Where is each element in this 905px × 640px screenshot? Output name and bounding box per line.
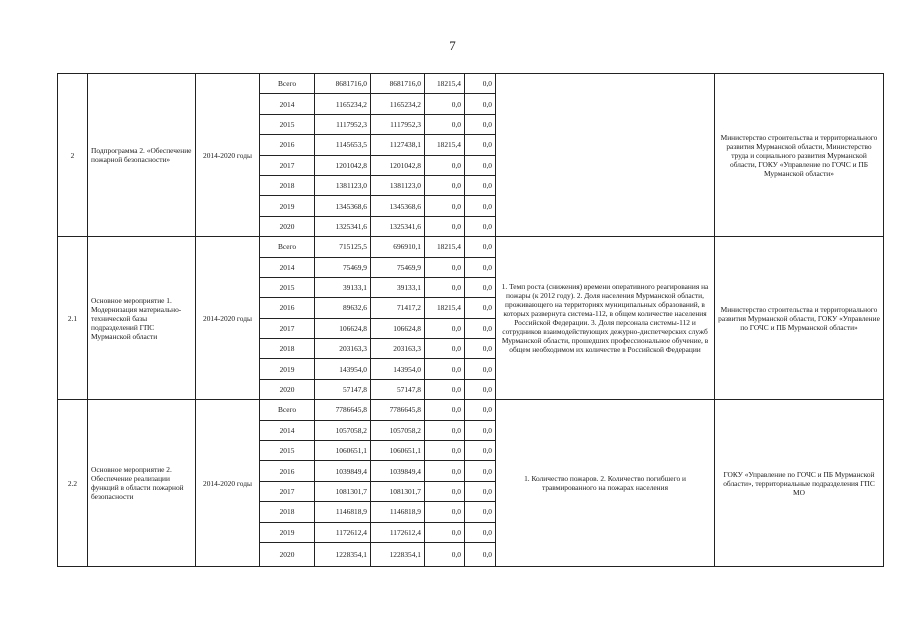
federal-budget-cell: 0,0	[425, 441, 465, 461]
year-cell: 2018	[260, 502, 315, 522]
federal-budget-cell: 0,0	[425, 481, 465, 501]
total-cell: 7786645,8	[315, 400, 371, 420]
federal-budget-cell: 0,0	[425, 175, 465, 195]
other-sources-cell: 0,0	[465, 74, 496, 94]
other-sources-cell: 0,0	[465, 502, 496, 522]
implementation-period: 2014-2020 годы	[196, 237, 260, 400]
other-sources-cell: 0,0	[465, 216, 496, 236]
implementation-period: 2014-2020 годы	[196, 400, 260, 567]
total-cell: 1201042,8	[315, 155, 371, 175]
other-sources-cell: 0,0	[465, 542, 496, 566]
table-row	[58, 237, 884, 257]
row-number: 2	[58, 74, 88, 237]
year-cell: 2016	[260, 461, 315, 481]
regional-budget-cell: 75469,9	[371, 257, 425, 277]
other-sources-cell: 0,0	[465, 481, 496, 501]
table-row	[58, 74, 884, 94]
federal-budget-cell: 0,0	[425, 420, 465, 440]
total-cell: 75469,9	[315, 257, 371, 277]
indicators-cell: 1. Количество пожаров. 2. Количество погибшего и травмированного на пожарах населения	[496, 400, 715, 567]
regional-budget-cell: 1146818,9	[371, 502, 425, 522]
year-cell: 2020	[260, 379, 315, 399]
federal-budget-cell: 0,0	[425, 277, 465, 297]
federal-budget-cell: 0,0	[425, 359, 465, 379]
regional-budget-cell: 1228354,1	[371, 542, 425, 566]
year-cell: Всего	[260, 400, 315, 420]
total-cell: 1381123,0	[315, 175, 371, 195]
total-cell: 57147,8	[315, 379, 371, 399]
regional-budget-cell: 71417,2	[371, 298, 425, 318]
other-sources-cell: 0,0	[465, 379, 496, 399]
federal-budget-cell: 18215,4	[425, 135, 465, 155]
other-sources-cell: 0,0	[465, 175, 496, 195]
year-cell: 2019	[260, 359, 315, 379]
total-cell: 143954,0	[315, 359, 371, 379]
other-sources-cell: 0,0	[465, 257, 496, 277]
implementation-period: 2014-2020 годы	[196, 74, 260, 237]
page-number: 7	[449, 38, 456, 53]
federal-budget-cell: 0,0	[425, 461, 465, 481]
year-cell: 2017	[260, 155, 315, 175]
total-cell: 1039849,4	[315, 461, 371, 481]
year-cell: 2020	[260, 542, 315, 566]
total-cell: 1172612,4	[315, 522, 371, 542]
activity-name: Основное мероприятие 2. Обеспечение реализации функций в области пожарной безопасности	[88, 400, 196, 567]
total-cell: 1325341,6	[315, 216, 371, 236]
activity-name: Основное мероприятие 1. Модернизация материально-технической базы подразделений ГПС Мурманской области	[88, 237, 196, 400]
executors-cell: ГОКУ «Управление по ГОЧС и ПБ Мурманской области», территориальные подразделения ГПС МО	[715, 400, 884, 567]
total-cell: 1165234,2	[315, 94, 371, 114]
total-cell: 715125,5	[315, 237, 371, 257]
regional-budget-cell: 106624,8	[371, 318, 425, 338]
executors-cell: Министерство строительства и территориального развития Мурманской области, Министерство труда и социального развития Мурманской области, ГОКУ «Управление по ГОЧС и ПБ Мурманской области»	[715, 74, 884, 237]
indicators-cell: 1. Темп роста (снижения) времени оперативного реагирования на пожары (к 2012 году). 2. Доля населения Мурманской области, проживающего на территориях муниципальных образований, в которых развернута система-112, в общем количестве населения Российской Федерации. 3. Доля персонала системы-112 и сотрудников взаимодействующих дежурно-диспетчерских служб Мурманской области, прошедших профессиональное обучение, в общем необходимом их количестве в Российской Федерации	[496, 237, 715, 400]
federal-budget-cell: 0,0	[425, 257, 465, 277]
activity-name: Подпрограмма 2. «Обеспечение пожарной безопасности»	[88, 74, 196, 237]
regional-budget-cell: 1081301,7	[371, 481, 425, 501]
year-cell: 2014	[260, 257, 315, 277]
year-cell: 2014	[260, 94, 315, 114]
regional-budget-cell: 39133,1	[371, 277, 425, 297]
total-cell: 39133,1	[315, 277, 371, 297]
federal-budget-cell: 0,0	[425, 94, 465, 114]
regional-budget-cell: 1325341,6	[371, 216, 425, 236]
total-cell: 1060651,1	[315, 441, 371, 461]
other-sources-cell: 0,0	[465, 461, 496, 481]
row-number: 2.1	[58, 237, 88, 400]
federal-budget-cell: 0,0	[425, 542, 465, 566]
regional-budget-cell: 1201042,8	[371, 155, 425, 175]
regional-budget-cell: 1117952,3	[371, 114, 425, 134]
other-sources-cell: 0,0	[465, 522, 496, 542]
program-table	[57, 73, 884, 567]
other-sources-cell: 0,0	[465, 237, 496, 257]
year-cell: 2015	[260, 114, 315, 134]
total-cell: 1345368,6	[315, 196, 371, 216]
regional-budget-cell: 1165234,2	[371, 94, 425, 114]
total-cell: 1057058,2	[315, 420, 371, 440]
federal-budget-cell: 18215,4	[425, 298, 465, 318]
regional-budget-cell: 1057058,2	[371, 420, 425, 440]
year-cell: 2014	[260, 420, 315, 440]
regional-budget-cell: 1381123,0	[371, 175, 425, 195]
federal-budget-cell: 0,0	[425, 196, 465, 216]
table-row	[58, 400, 884, 420]
year-cell: 2018	[260, 175, 315, 195]
total-cell: 1081301,7	[315, 481, 371, 501]
total-cell: 8681716,0	[315, 74, 371, 94]
federal-budget-cell: 0,0	[425, 318, 465, 338]
year-cell: 2016	[260, 298, 315, 318]
regional-budget-cell: 143954,0	[371, 359, 425, 379]
year-cell: 2019	[260, 522, 315, 542]
year-cell: Всего	[260, 74, 315, 94]
federal-budget-cell: 0,0	[425, 522, 465, 542]
year-cell: 2015	[260, 441, 315, 461]
total-cell: 1146818,9	[315, 502, 371, 522]
regional-budget-cell: 696910,1	[371, 237, 425, 257]
total-cell: 203163,3	[315, 339, 371, 359]
year-cell: 2017	[260, 481, 315, 501]
other-sources-cell: 0,0	[465, 318, 496, 338]
year-cell: 2020	[260, 216, 315, 236]
regional-budget-cell: 8681716,0	[371, 74, 425, 94]
other-sources-cell: 0,0	[465, 196, 496, 216]
row-number: 2.2	[58, 400, 88, 567]
federal-budget-cell: 0,0	[425, 114, 465, 134]
regional-budget-cell: 57147,8	[371, 379, 425, 399]
other-sources-cell: 0,0	[465, 94, 496, 114]
other-sources-cell: 0,0	[465, 420, 496, 440]
regional-budget-cell: 1127438,1	[371, 135, 425, 155]
federal-budget-cell: 0,0	[425, 502, 465, 522]
regional-budget-cell: 1060651,1	[371, 441, 425, 461]
year-cell: Всего	[260, 237, 315, 257]
other-sources-cell: 0,0	[465, 135, 496, 155]
regional-budget-cell: 1345368,6	[371, 196, 425, 216]
other-sources-cell: 0,0	[465, 400, 496, 420]
regional-budget-cell: 1039849,4	[371, 461, 425, 481]
total-cell: 1117952,3	[315, 114, 371, 134]
regional-budget-cell: 203163,3	[371, 339, 425, 359]
year-cell: 2017	[260, 318, 315, 338]
other-sources-cell: 0,0	[465, 114, 496, 134]
total-cell: 1228354,1	[315, 542, 371, 566]
other-sources-cell: 0,0	[465, 155, 496, 175]
federal-budget-cell: 0,0	[425, 216, 465, 236]
year-cell: 2016	[260, 135, 315, 155]
federal-budget-cell: 0,0	[425, 400, 465, 420]
federal-budget-cell: 18215,4	[425, 237, 465, 257]
executors-cell: Министерство строительства и территориального развития Мурманской области, ГОКУ «Управление по ГОЧС и ПБ Мурманской области»	[715, 237, 884, 400]
federal-budget-cell: 0,0	[425, 339, 465, 359]
year-cell: 2015	[260, 277, 315, 297]
total-cell: 89632,6	[315, 298, 371, 318]
total-cell: 106624,8	[315, 318, 371, 338]
indicators-cell	[496, 74, 715, 237]
other-sources-cell: 0,0	[465, 441, 496, 461]
federal-budget-cell: 0,0	[425, 155, 465, 175]
regional-budget-cell: 7786645,8	[371, 400, 425, 420]
other-sources-cell: 0,0	[465, 339, 496, 359]
other-sources-cell: 0,0	[465, 359, 496, 379]
federal-budget-cell: 0,0	[425, 379, 465, 399]
regional-budget-cell: 1172612,4	[371, 522, 425, 542]
total-cell: 1145653,5	[315, 135, 371, 155]
year-cell: 2018	[260, 339, 315, 359]
other-sources-cell: 0,0	[465, 277, 496, 297]
year-cell: 2019	[260, 196, 315, 216]
other-sources-cell: 0,0	[465, 298, 496, 318]
federal-budget-cell: 18215,4	[425, 74, 465, 94]
program-table-body	[58, 74, 884, 567]
